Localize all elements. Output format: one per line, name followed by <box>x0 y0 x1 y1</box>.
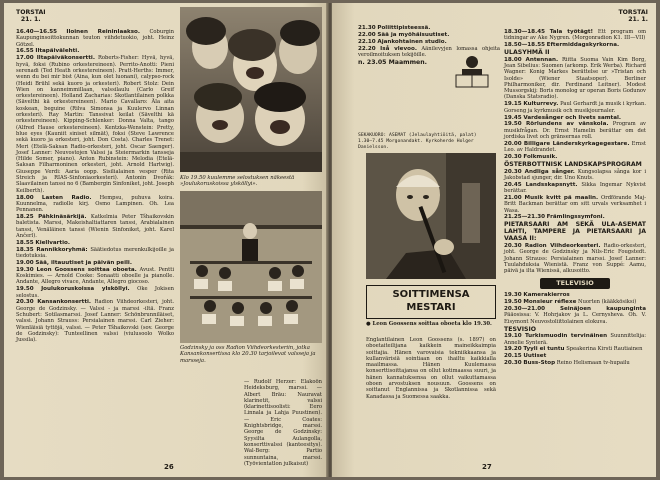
entry-time: 20.30 <box>504 168 522 175</box>
entry-title: Kiellvartio. <box>35 239 70 246</box>
orchestra-photo <box>180 191 322 343</box>
program-entry <box>16 247 174 260</box>
entry-title: Främlingssymfoni. <box>546 214 605 221</box>
mid-column-text <box>244 379 322 468</box>
entry-description: Pääosissa: V. Hohrjakov ja L. Cernysheva. Oh. V. Eisymont Neuvostoliittolainen elokuva. <box>504 312 646 325</box>
day-header-right <box>618 9 648 23</box>
magazine-spread <box>4 3 656 477</box>
mono-block: SEKAKUORO: ASEMAT (Jelaulayhtiöitä, palat) 1.30—7.45 Morgonandakt. Kyrkoherde Holger Danielsson. <box>358 133 477 150</box>
entry-time: 18.00 <box>16 194 34 201</box>
entry-description: Ernst Leo. av Haldrandet. <box>504 140 647 154</box>
entry-time: 18.25 <box>16 213 34 220</box>
entry-title: Folkmusik. <box>523 154 558 161</box>
entry-title: Rörlundens av vänskola. <box>526 121 609 128</box>
entry-title: Uutiset <box>523 353 547 360</box>
entry-time: 21.00 <box>504 194 522 201</box>
entry-title: Iloinen Reininlaakso. <box>66 29 141 35</box>
page-26 <box>4 3 328 477</box>
entry-title: Lasten Radio. <box>41 194 92 201</box>
entry-description: Nuorten (kääkkösiksi) <box>578 299 637 306</box>
entry-time: 20.30—21.00 <box>504 306 545 313</box>
program-entry <box>16 195 174 214</box>
section-heading: ULASYHMÄ II <box>504 49 550 57</box>
photo-caption-bottom: Godzinsky ja oss Radion Viihdeorkesteriin, jotka Kansankonsertissa klo 20.30 tarjoilevat valsseja ja marsseja. <box>180 345 316 364</box>
entry-time: 18.00 <box>504 56 522 63</box>
entry-time: 19.50 <box>16 286 34 293</box>
program-entry <box>504 182 646 195</box>
program-entry <box>358 25 500 31</box>
entry-title: Pähkinäsärkijä. <box>38 213 87 220</box>
entry-title: Rannikkoryhmä: <box>36 246 88 253</box>
program-entry <box>16 286 174 299</box>
entry-title: Joulukoruskoissa ylsköllyi. <box>41 286 130 293</box>
entry-time: 19.15 <box>504 101 522 108</box>
section-heading: PIETARSAARI AM SEKÄ ULA-ASEMAT LAHTI, TAMPERE JA PIETARSAARI JA VAASA II: <box>504 221 646 243</box>
entry-time: 20.30 <box>504 360 522 367</box>
entry-description: Hempsu, puhuva koira. Kuunnelma, radiolle kirj. Osmo Lampinen. Oh. Lea Pennanen. <box>16 194 174 214</box>
program-entry <box>16 29 174 48</box>
tv-section-label: TELEVISIO <box>540 278 610 289</box>
program-entry <box>504 221 646 242</box>
section-heading: TESVISIO <box>504 325 537 333</box>
day-name-right: TORSTAI <box>618 9 648 16</box>
entry-title: Andliga sånger. <box>524 168 575 175</box>
program-entry <box>504 141 646 154</box>
entry-title: Antennan. <box>525 56 559 63</box>
program-entry <box>504 161 646 168</box>
crowd-photo-illustration <box>180 7 322 172</box>
program-entry <box>16 299 174 343</box>
program-entry <box>358 32 500 38</box>
entry-description: Ett program om tidningar av Ake Nygren. (Morgonradion K1. III—VII) <box>504 29 646 42</box>
entry-description: Paul Gerhardt ja musik i kyrkan. Gorseng ja kyrkmusik och musikjournaler. <box>504 101 646 114</box>
entry-list-right <box>504 29 646 274</box>
program-entry <box>504 299 646 305</box>
page-27 <box>332 3 656 477</box>
entry-description: Katkelmia Peter Tšhaikovskin baletista. Marssi, Makeishaltiattaren tanssi, Arabialainen tanssi, Venäläinen tanssi (Wienin Sinfoniket, joht. Karel Ančerl). <box>16 213 174 239</box>
section-heading: ÖSTERBOTTNISK LANDSKAPSPROGRAM <box>504 160 642 168</box>
program-entry <box>504 353 646 359</box>
entry-title: Buss-Stop <box>523 360 556 367</box>
entry-description: Kungsolapsa sånga kor i Jakobstad sjunger, dir. Uno Knuts. <box>504 168 646 181</box>
program-entry <box>504 243 646 274</box>
entry-time: 16.40—16.55 <box>16 29 57 35</box>
program-entry <box>504 29 646 42</box>
entry-time: 19.50 <box>504 299 522 306</box>
entry-description: Oke Jokisen selostus. <box>16 286 174 299</box>
program-entry <box>504 115 646 121</box>
entry-title: Iså vlevoo. <box>380 45 417 52</box>
program-entry <box>504 214 646 220</box>
entry-title: Tyyli ei tuntu <box>523 346 565 353</box>
entry-time: 20.45 <box>504 181 522 188</box>
orchestra-photo-illustration <box>180 191 322 343</box>
entry-description: Säätiedotus merenkulkijoille ja tiedotuksia. <box>16 246 174 259</box>
program-entry <box>16 240 174 246</box>
program-entry <box>504 154 646 160</box>
entry-title: Poliittipisteessä. <box>377 25 431 31</box>
program-entry <box>504 326 646 333</box>
program-entry <box>504 121 646 140</box>
entry-time: 22.10 <box>358 38 376 45</box>
day-header <box>16 9 46 23</box>
program-entry <box>16 267 174 286</box>
entry-time: 18.50—18.55 <box>504 42 545 49</box>
entry-title: Ajankohtainen studio. <box>377 38 447 45</box>
crowd-photo <box>180 7 322 172</box>
oboist-illustration <box>366 153 496 279</box>
feature-title-line-2: MESTARI <box>406 302 456 313</box>
entry-time: 19.00 <box>16 259 34 266</box>
entry-description: Speakerina Kirsti Rautiainen <box>566 346 643 353</box>
feature-body <box>366 337 496 401</box>
entry-title: Tala työtägt! <box>549 29 594 35</box>
entry-description: Suunnittelija: Annelie Synterä. <box>504 333 646 346</box>
feature-body-paragraph: Englantilainen Leon Goossens (s. 1897) on oboetaiteilijana kaikkein maineikkaimpia soittajia. Hänen varovaisia tekniikkaansa ja kullanvärisiä sointiaan on ihailtu kaikkialla maailmassa. Hänen Kuulemassa konserttisoittajansa on ollut kotimaassa suuri, ja hänen kannatuksensa on ollut vaikuttamassa oboen arvostuksen nousuun. Goossens on soittanut Englannissa ja Skotlannissa sekä Kanadassa ja Suomessa saakka. <box>366 337 496 400</box>
entry-title: Radion Viihdeorkesteri. <box>524 242 601 249</box>
entry-title: Sää, iltauutiset ja päivän peili. <box>35 259 132 266</box>
program-entry <box>504 346 646 352</box>
entry-description: Reino Helismaan tv-hupailu <box>556 360 630 367</box>
entry-description: Avust. Pentti Koskimies. — Arnold Cooke: Sonaatti oboelle ja pianolle. Andante, Allegro vivace, Andante, Allegro giocoso. <box>16 266 174 286</box>
program-entry <box>16 55 174 194</box>
program-entry <box>358 39 500 45</box>
entry-title: Kamerakierros <box>523 292 570 299</box>
feature-subtitle: ● Leon Goossens soittaa oboeta klo 19.30. <box>366 321 492 327</box>
program-entry <box>504 306 646 325</box>
entry-time: 21.30 <box>358 25 376 31</box>
entry-description: Sikka Ingemar Nykvist berättar. <box>504 181 646 195</box>
program-entry <box>504 195 646 214</box>
entry-time: 22.20 <box>358 45 376 52</box>
page-number-left: 26 <box>164 463 174 471</box>
entry-time: 21.25—21.30 <box>504 214 545 221</box>
entry-time: 20.00 <box>504 140 522 147</box>
program-entry <box>504 169 646 182</box>
entry-title: Kansankonsertti. <box>37 299 92 306</box>
day-name: TORSTAI <box>16 9 46 16</box>
program-column-right <box>504 29 646 367</box>
entry-time: 20.30 <box>504 242 522 249</box>
mid-column-paragraph: — Rudolf Herzer: Elakoön Heideksburg, marssi. — Albert Bräu: Nauravat klarinetit, valssi (klarinettisoolisti: Eero Linnala ja Lahja Puustinen). — Eric Coates: Knightsbridge, marssi. George de Godzinsky: Syysilta Aulangolla, konserttivalssi (kanteesitys). Wal-Berg: Partio sunnuntaina, marssi. (Työvientatlon julkaisut) <box>244 379 322 467</box>
feature-title-line-1: SOITTIMENSA <box>392 289 470 300</box>
feature-title <box>366 285 496 319</box>
entry-time: 18.30—18.45 <box>504 29 545 35</box>
date-label: 21. 1. <box>20 16 41 23</box>
entry-title: Kulturrevy. <box>523 101 559 108</box>
program-entry <box>16 260 174 266</box>
entry-time: 22.00 <box>358 31 376 38</box>
entry-time: 19.30 <box>16 266 34 273</box>
entry-title: Leon Goossens soittaa oboeta. <box>36 266 137 273</box>
program-entry <box>504 49 646 56</box>
page-number-right: 27 <box>482 463 492 471</box>
program-entry <box>504 360 646 366</box>
entry-title: Billigare Länderskyrkagegestare. <box>523 140 630 147</box>
program-entry <box>504 42 646 48</box>
date-label-right: 21. 1. <box>628 16 648 23</box>
entry-time: 20.30 <box>504 154 522 161</box>
entry-title: Sää ja myöhäisuutiset. <box>377 31 450 38</box>
entry-description: Coburgin Kaupunginsoittokunnan teuton viihdetuokio, joht. Heinz Götzel. <box>16 29 175 48</box>
program-entry <box>16 214 174 239</box>
entry-time: 16.55 <box>16 48 34 55</box>
entry-description: Radion Viihdeorkesteri, joht. George de Godzinsky. — Valssi - ja marssi -iltä. Franz Schubert: Sotilasmarssi. Josef Lanner: Schönbrunniläiset, valssi. Johann Strauss: Persialainen marssi. Carl Zieher: Wienläisiä tyttöjä, valssi. — Peter Tšhaikovski (sov. George de Godzinsky): Tunteellinen valssi (viulusoolo Wolko Jussila). <box>16 299 174 344</box>
entry-time: 19.20 <box>504 346 522 353</box>
entry-title: Iltapäiväkonsertti. <box>36 55 95 62</box>
tv-entry-list <box>504 292 646 366</box>
entry-time: 20.30 <box>16 299 34 306</box>
entry-title: Musik kvitt pä maalin. <box>524 194 599 201</box>
entry-description: Aänilevyjen lomassa ohjeita veroilmoituksen tekijöille. <box>358 45 500 58</box>
entry-time: 19.50 <box>504 121 522 128</box>
entry-time: 17.00 <box>16 55 34 62</box>
entry-time: 20.15 <box>504 353 522 360</box>
entry-description: Radio-orkesteri, joht. George de Godzinsky ja Nils-Eric Fougstedt. Johann Strauss: Persialainen marssi. Josef Lanner: Tuulahduksia Wienistä. Franz von Suppé: Aamu, päivä ja ilta Wienissä, alkusoitto. <box>504 242 647 275</box>
entry-time: 19.30 <box>504 292 522 299</box>
entry-title: Landsskapsnytt. <box>525 181 578 188</box>
entry-title: Seinäjoen kaupunginta <box>559 306 647 313</box>
entry-description: Riitta Suoma Vain Kim Borg, Jean Sibelius: Suomen (arkomp. Erik Werba). Richard Wagner: Konig Markes berättelse ur »Tristan och Isolde» (Wiener Staatsoper). Berliner Philharmoniker, dir. Ferdinand Leitner). Modest Mussorgskij: Boris monolog ur operan Boris Godunov (Danska Statsradio). <box>504 56 646 101</box>
program-entry <box>504 101 646 114</box>
entry-time: 19.10 <box>504 333 522 340</box>
photo-caption-top: Klo 19.50 kuulemme selostuksen näkeestä »Joulukoruskoissa ylsköllyi». <box>180 175 295 188</box>
entry-description: Roberts-Fisher: Hyvä, hyvä, hyvä, foksi (Rubino orkestereineen). Perrito-Anotti: Pieni serenadi (Ted Heath orkestereineen). Pratt-Herths: Immer, wenn du bei mir bist (Aina, kun olet luonani), calypso-rock (Heidi Brühl sekä kuoro ja orkesteri). Robert Stolz: Dein Wien on kanneimmillaan, valssilaulu (Carlo Greif orkestereineen). Holland Zacharias: Skotlantilainen polkka (Sävelthi kä orkestereineen). Mario Cavallaro: Äla aita koskean, beguine (Rilva Simonsa ja Kuulervo Linnan orkesteri). Ray Martin: Tanssivat keilat (Sävelthi kä orkestereineen). Kipping-Schlenker: Donna Valta, tango (Alfred Hause orkestereineen). Kentzka-Wenstein: Pretty, blue eyes (Kauniit siniset silmät), foksi (Steve Lawrence sekä kuoro ja orkesteri, joht. Don Costa). Charles Trenet: Meri (Etelä-Saksan Radio-orkesteri, joht. Oscar Saenger). Josef Lanner: Neuvostojen Valssi ja Steiermarkin tansseja (Hilde Somer, piano). Anton Rubinstein: Melodia (Etelä-Saksan Filharmoninen orkesteri, joht. Arnold Hartwig). Giuseppe Verdi: Aaria oopp. Sisilialainen vesper (Rita Streich ja RIAS-Sinfoniaorkesteri). Antonin Dvořák: Slaavilainen tanssi no 6 (Bambergin Sinfoniket, joht. Joseph Keilberth). <box>16 55 175 194</box>
program-entry <box>504 292 646 298</box>
entry-title: Iltapäivälehti. <box>35 48 80 55</box>
entry-description: Ordförande Maj-Britt Backman berättar om sitt urvals verksamhet i Wasa. <box>504 194 646 214</box>
program-column-left <box>16 29 174 344</box>
reading-figure-icon <box>452 53 492 99</box>
oboist-photo <box>366 153 496 279</box>
section-heading: n. 23.05 Maammen. <box>358 58 427 66</box>
entry-title: Monsieur réflexe <box>523 299 577 306</box>
program-entry <box>16 48 174 54</box>
entry-list <box>16 29 174 343</box>
entry-time: 19.45 <box>504 114 522 121</box>
program-entry <box>504 57 646 101</box>
entry-description: Program av musikfrågan. Dr. Ernst Hamelin berättar om det jordiska livet och gränsernas roll. <box>504 121 646 141</box>
entry-time: 18.55 <box>16 239 34 246</box>
entry-time: 18.35 <box>16 246 34 253</box>
program-entry <box>504 333 646 346</box>
entry-title: Turkismuodin tervinäinen <box>524 333 608 340</box>
entry-title: Vardesånger och livets samtal. <box>523 114 622 121</box>
entry-title: Eftermiddagskyrkorna. <box>546 42 620 49</box>
